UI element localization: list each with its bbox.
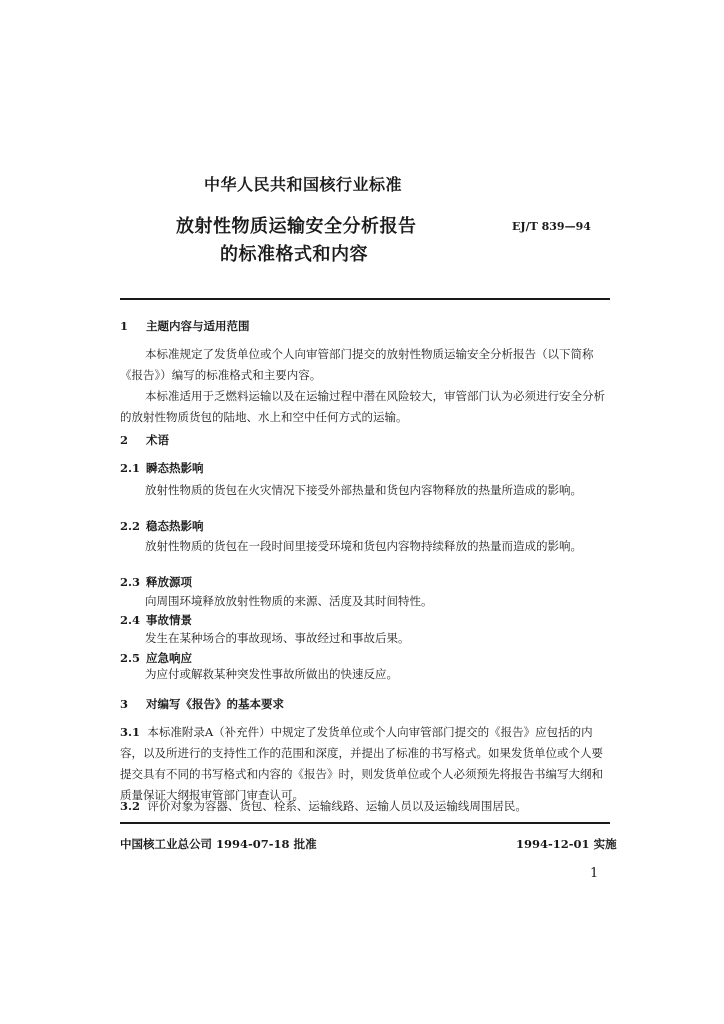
approval-statement: 中国核工业总公司 1994-07-18 批准 [120, 837, 317, 851]
clause-3-1 [120, 722, 610, 806]
section-1-number: 1 [120, 319, 129, 333]
term-2-3-number: 2.3 [120, 575, 141, 589]
section-1-paragraph-2: 本标准适用于乏燃料运输以及在运输过程中潜在风险较大，审管部门认为必须进行安全分析的放射性物质货包的陆地、水上和空中任何方式的运输。 [120, 389, 605, 424]
term-2-1-number: 2.1 [120, 461, 141, 475]
section-2-heading [120, 432, 169, 448]
section-3-title: 对编写《报告》的基本要求 [146, 697, 284, 711]
clause-3-1-text: 本标准附录A（补充件）中规定了发货单位或个人向审管部门提交的《报告》应包括的内容，以及所进行的支持性工作的范围和深度，并提出了标准的书写格式。如果发货单位或个人要提交具有不同的书写格式和内容的《报告》时，则发货单位或个人必须预先将报告书编写大纲和质量保证大纲报审管部门审查认可。 [120, 725, 603, 802]
term-2-5-number: 2.5 [120, 651, 141, 665]
standard-code: EJ/T 839—94 [512, 220, 591, 233]
term-2-2-title: 稳态热影响 [146, 519, 204, 533]
clause-3-2-number: 3.2 [120, 799, 141, 813]
term-2-4-definition: 发生在某种场合的事故现场、事故经过和事故后果。 [145, 631, 410, 645]
term-2-4-number: 2.4 [120, 613, 141, 627]
standard-type-heading: 中华人民共和国核行业标准 [204, 175, 403, 194]
term-2-2-heading [120, 518, 204, 534]
section-1-paragraph-1: 本标准规定了发货单位或个人向审管部门提交的放射性物质运输安全分析报告（以下简称《报告》）编写的标准格式和主要内容。 [120, 347, 594, 382]
page-number: 1 [590, 866, 599, 881]
term-2-2-definition: 放射性物质的货包在一段时间里接受环境和货包内容物持续释放的热量而造成的影响。 [145, 539, 582, 553]
term-2-4-title: 事故情景 [146, 613, 192, 627]
clause-3-2 [120, 796, 610, 817]
term-2-3-definition: 向周围环境释放放射性物质的来源、活度及其时间特性。 [145, 594, 433, 608]
term-2-5-heading [120, 650, 192, 666]
section-2-number: 2 [120, 433, 129, 447]
section-1-title: 主题内容与适用范围 [146, 319, 250, 333]
term-2-5-title: 应急响应 [146, 651, 192, 665]
footer-divider [120, 822, 610, 824]
term-2-2-number: 2.2 [120, 519, 141, 533]
section-3-heading [120, 696, 284, 712]
section-3-number: 3 [120, 697, 129, 711]
document-title-line-2: 的标准格式和内容 [220, 244, 368, 265]
term-2-1-title: 瞬态热影响 [146, 461, 204, 475]
term-2-4-heading [120, 612, 192, 628]
document-title-line-1: 放射性物质运输安全分析报告 [176, 216, 417, 237]
term-2-3-title: 释放源项 [146, 575, 192, 589]
term-2-5-definition: 为应付或解救某种突发性事故所做出的快速反应。 [145, 667, 398, 681]
section-2-title: 术语 [146, 433, 169, 447]
term-2-1-definition: 放射性物质的货包在火灾情况下接受外部热量和货包内容物释放的热量所造成的影响。 [145, 483, 582, 497]
implementation-date: 1994-12-01 实施 [516, 837, 617, 851]
section-1-heading [120, 318, 250, 334]
header-divider [120, 298, 610, 300]
term-2-1-heading [120, 460, 204, 476]
clause-3-2-text: 评价对象为容器、货包、栓系、运输线路、运输人员以及运输线周围居民。 [147, 799, 527, 813]
term-2-3-heading [120, 574, 192, 590]
clause-3-1-number: 3.1 [120, 725, 141, 739]
